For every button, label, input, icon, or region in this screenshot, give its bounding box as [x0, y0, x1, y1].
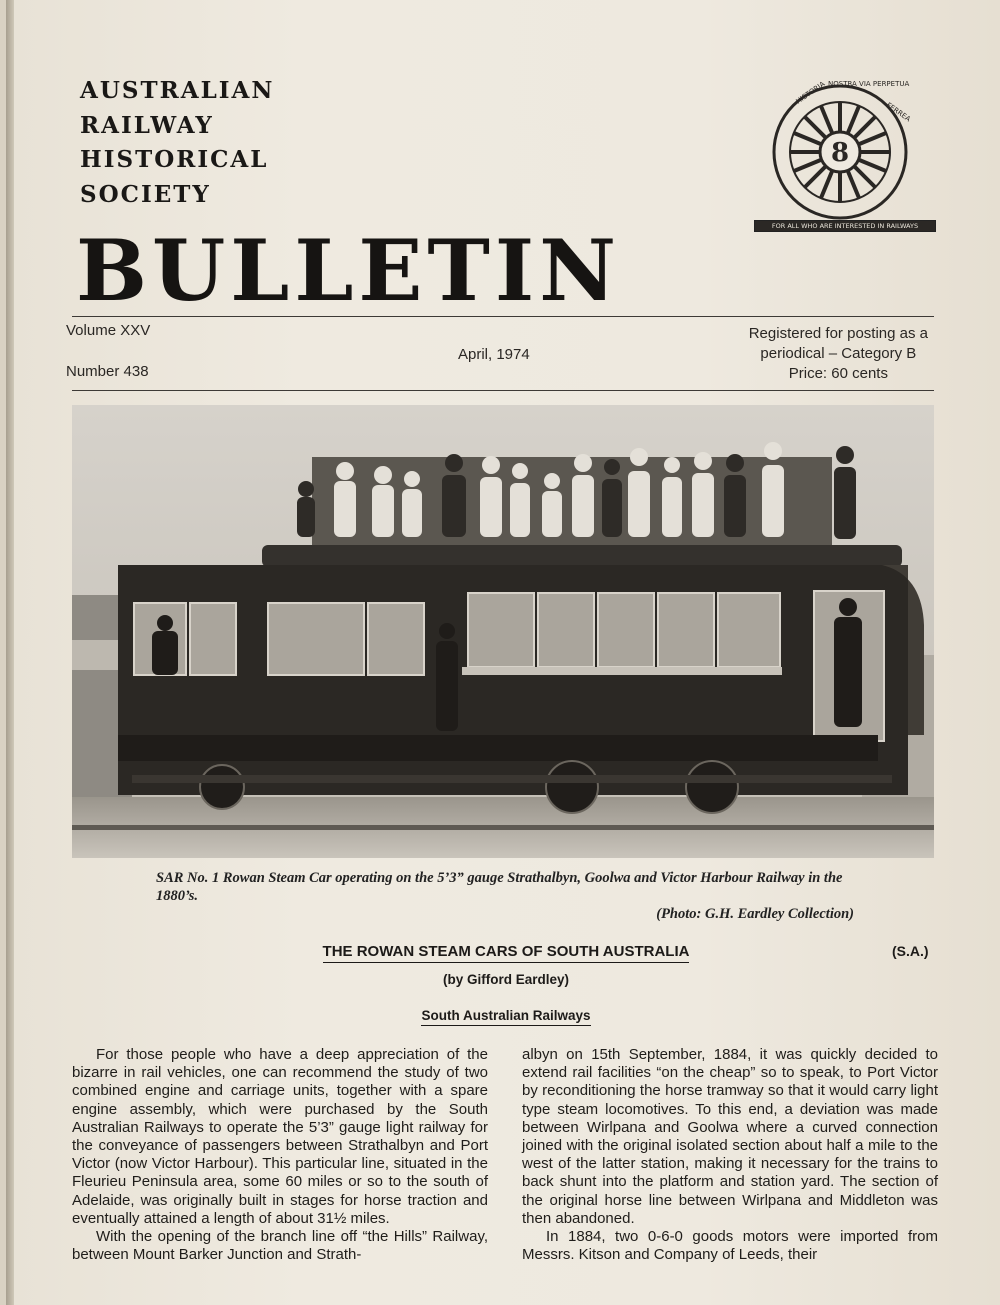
- article-title: [6, 943, 1000, 960]
- bulletin-page: [6, 0, 1000, 1305]
- svg-text:FERREA: FERREA: [884, 101, 912, 124]
- svg-text:HISTORIA: HISTORIA: [794, 79, 827, 106]
- society-line: HISTORICAL: [80, 146, 269, 173]
- masthead-title: BULLETIN: [76, 221, 621, 320]
- article-column-right: [522, 1046, 938, 1264]
- article-paragraph: For those people who have a deep appreciation of the bizarre in rail vehicles, one can recommend the study of two combined engine and carriage units, together with a spare engine assembly, which were purchased by the South Australian Railways to operate the 5’3” gauge light railway for the conveyance of passengers between Strathalbyn and Port Victor (now Victor Harbour). This particular line, situated in the Fleurieu Peninsula area, some 60 miles or so to the south of Adelaide, was originally built in stages for horse traction and eventually attained a length of about 31½ miles.: [72, 1046, 488, 1227]
- society-name: [80, 74, 274, 212]
- masthead-rule: [72, 316, 934, 317]
- article-title-text: THE ROWAN STEAM CARS OF SOUTH AUSTRALIA: [323, 943, 690, 963]
- volume-label: Volume XXV: [66, 322, 151, 339]
- article-paragraph: albyn on 15th September, 1884, it was quickly decided to extend rail facilities “on the cheap” so to speak, to Port Victor by reconditioning the horse tramway so that it would carry light type steam locomotives. To this end, a deviation was made between Wirlpana and Goolwa where a curved connection joined with the original isolated section about half a mile to the west of the latter station, making it necessary for the trains to back shunt into the platform and station yard. The section of the original horse line between Wirlpana and Middleton was then abandoned.: [522, 1046, 938, 1227]
- region-label: (S.A.): [892, 943, 929, 959]
- svg-text:NOSTRA VIA PERPETUA: NOSTRA VIA PERPETUA: [828, 80, 910, 88]
- society-line: SOCIETY: [80, 180, 211, 208]
- issue-date: April, 1974: [458, 346, 530, 363]
- section-heading: [6, 1008, 1000, 1023]
- header-bottom-rule: [72, 390, 934, 391]
- article-column-left: [72, 1046, 488, 1264]
- article-paragraph: In 1884, two 0-6-0 goods motors were imported from Messrs. Kitson and Company of Leeds, their: [522, 1228, 938, 1264]
- photo-credit: (Photo: G.H. Eardley Collection): [656, 906, 854, 922]
- svg-text:8: 8: [830, 138, 850, 168]
- emblem-banner: FOR ALL WHO ARE INTERESTED IN RAILWAYS: [754, 220, 936, 232]
- registration-block: [749, 324, 928, 384]
- wheel-emblem-icon: [754, 72, 936, 222]
- section-heading-text: South Australian Railways: [421, 1008, 590, 1026]
- steam-car-illustration: [72, 405, 934, 858]
- caption-text: SAR No. 1 Rowan Steam Car operating on the 5’3” gauge Strathalbyn, Goolwa and Victor Harbour Railway in the 1880’s.: [156, 870, 843, 904]
- registration-line: periodical – Category B: [760, 345, 917, 362]
- society-line: AUSTRALIAN: [80, 77, 275, 104]
- binding-spine: [6, 0, 14, 1305]
- photo-caption: [156, 869, 856, 923]
- article-paragraph: With the opening of the branch line off “the Hills” Railway, between Mount Barker Junction and Strath-: [72, 1228, 488, 1264]
- article-byline: (by Gifford Eardley): [442, 972, 569, 987]
- society-line: RAILWAY: [80, 111, 214, 139]
- price-label: Price: 60 cents: [788, 365, 888, 382]
- society-emblem: [754, 72, 936, 230]
- steam-car-photo: [72, 405, 934, 858]
- issue-number: Number 438: [66, 363, 149, 380]
- registration-line: Registered for posting as a: [748, 325, 928, 342]
